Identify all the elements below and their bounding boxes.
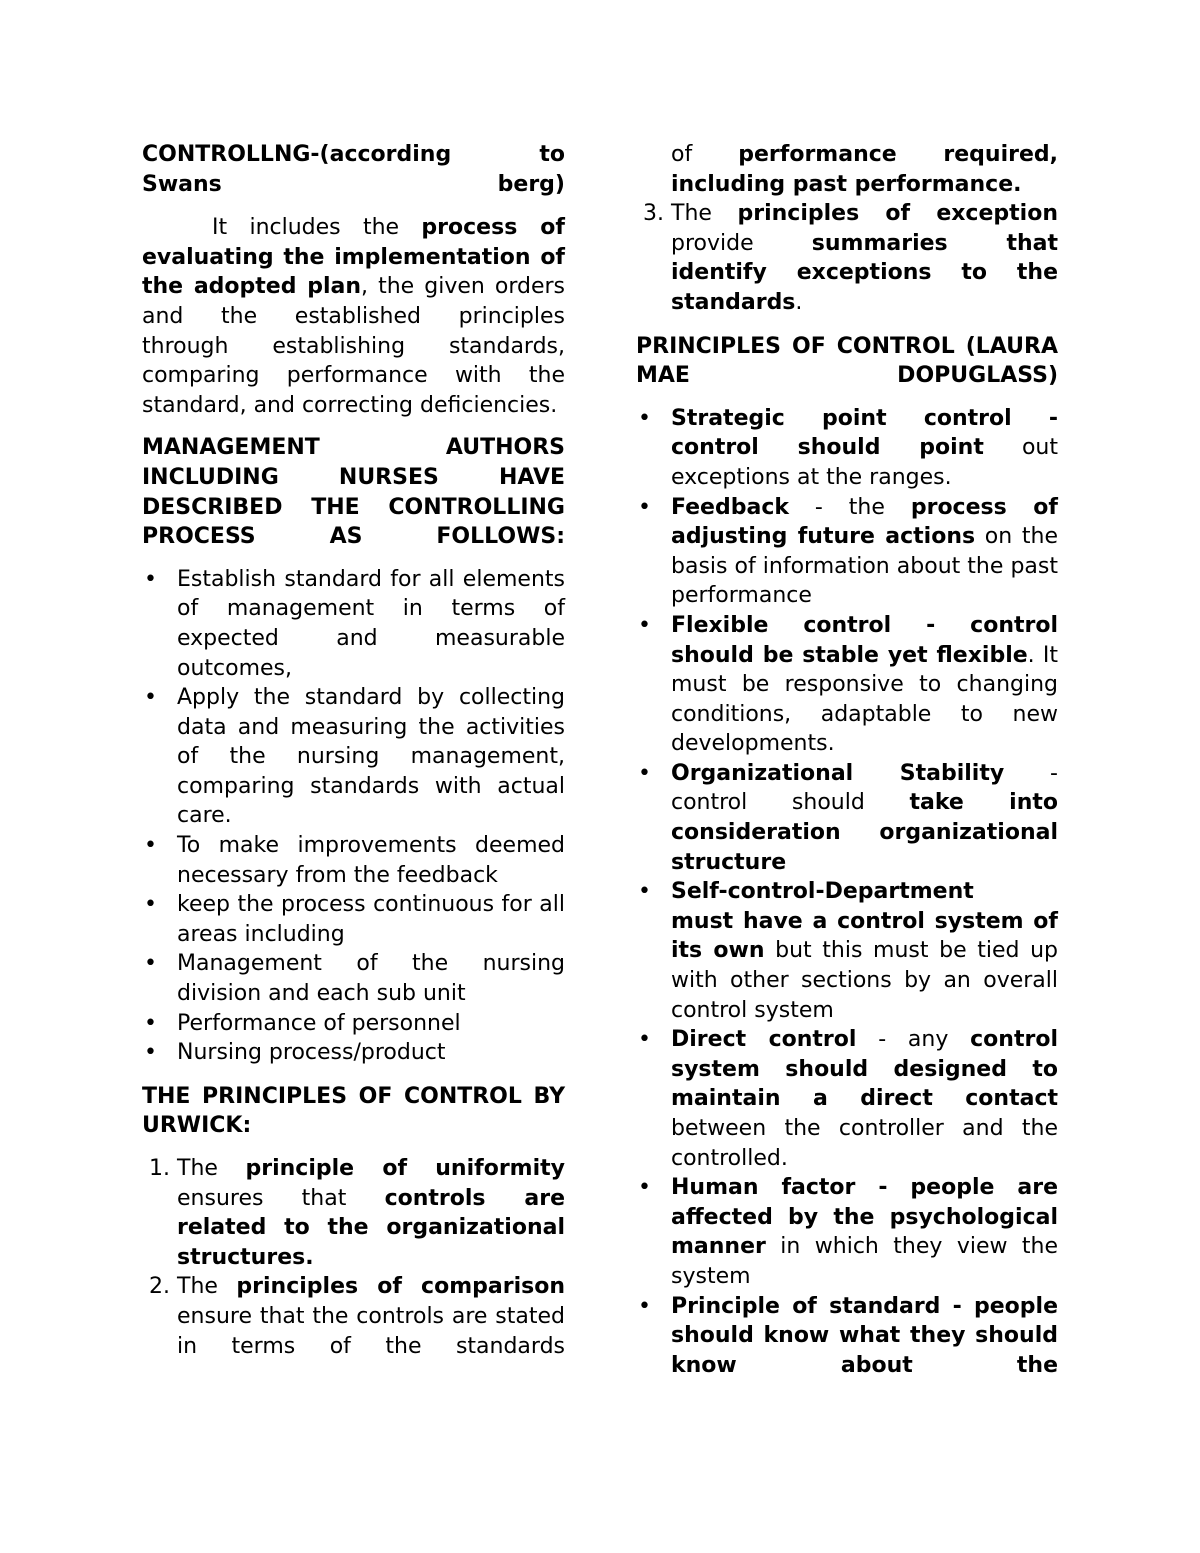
list-item: • Performance of personnel (177, 1009, 565, 1039)
right-column (636, 140, 1058, 1380)
list-item: • Organizational Stability - control should take into consideration organizational structure (671, 759, 1058, 877)
list-item: • Flexible control - control should be stable yet flexible. It must be responsive to changing conditions, adaptable to new developments. (671, 611, 1058, 759)
list-item: • Principle of standard - people should know what they should know about the (671, 1292, 1058, 1381)
list-item: • Strategic point control - control should point out exceptions at the ranges. (671, 404, 1058, 493)
urwick-list (142, 1154, 565, 1361)
heading-urwick: THE PRINCIPLES OF CONTROL BY URWICK: (142, 1083, 565, 1139)
list-item: • Establish standard for all elements of management in terms of expected and measurable outcomes, (177, 565, 565, 683)
list-item: 1. The principle of uniformity ensures that controls are related to the organizational structures. (177, 1154, 565, 1272)
urwick-list-continued (636, 140, 1058, 199)
urwick-list-tail (636, 199, 1058, 317)
intro-paragraph: It includes the process of evaluating the implementation of the adopted plan, the given orders and the established principles through establishing standards, comparing performance with the standard, and correcting deficiencies. (142, 215, 566, 418)
doc-title: CONTROLLNG-(according to Swans berg) (142, 142, 565, 197)
list-item: • Feedback - the process of adjusting future actions on the basis of information about the past performance (671, 493, 1058, 611)
douglass-list (636, 404, 1058, 1381)
list-item: • keep the process continuous for all areas including (177, 890, 565, 949)
process-list (142, 565, 565, 1068)
list-item: 3. The principles of exception provide summaries that identify exceptions to the standards. (671, 199, 1058, 317)
list-item: 2. The principles of comparison ensure that the controls are stated in terms of the standards (177, 1272, 565, 1361)
list-item: • To make improvements deemed necessary from the feedback (177, 831, 565, 890)
list-item: • Direct control - any control system should designed to maintain a direct contact between the controller and the controlled. (671, 1025, 1058, 1173)
list-item: • Management of the nursing division and each sub unit (177, 949, 565, 1008)
left-column (142, 140, 565, 1361)
list-item: • Human factor - people are affected by the psychological manner in which they view the system (671, 1173, 1058, 1291)
list-item: • Nursing process/product (177, 1038, 565, 1068)
list-item: of performance required, including past performance. (671, 142, 1058, 197)
list-item: • Self-control-Department must have a control system of its own but this must be tied up with other sections by an overall control system (671, 877, 1058, 1025)
heading-douglass: PRINCIPLES OF CONTROL (LAURA MAE DOPUGLASS) (636, 333, 1058, 389)
list-item: • Apply the standard by collecting data and measuring the activities of the nursing management, comparing standards with actual care. (177, 683, 565, 831)
heading-authors: MANAGEMENT AUTHORS INCLUDING NURSES HAVE DESCRIBED THE CONTROLLING PROCESS AS FOLLOWS: (142, 435, 565, 550)
